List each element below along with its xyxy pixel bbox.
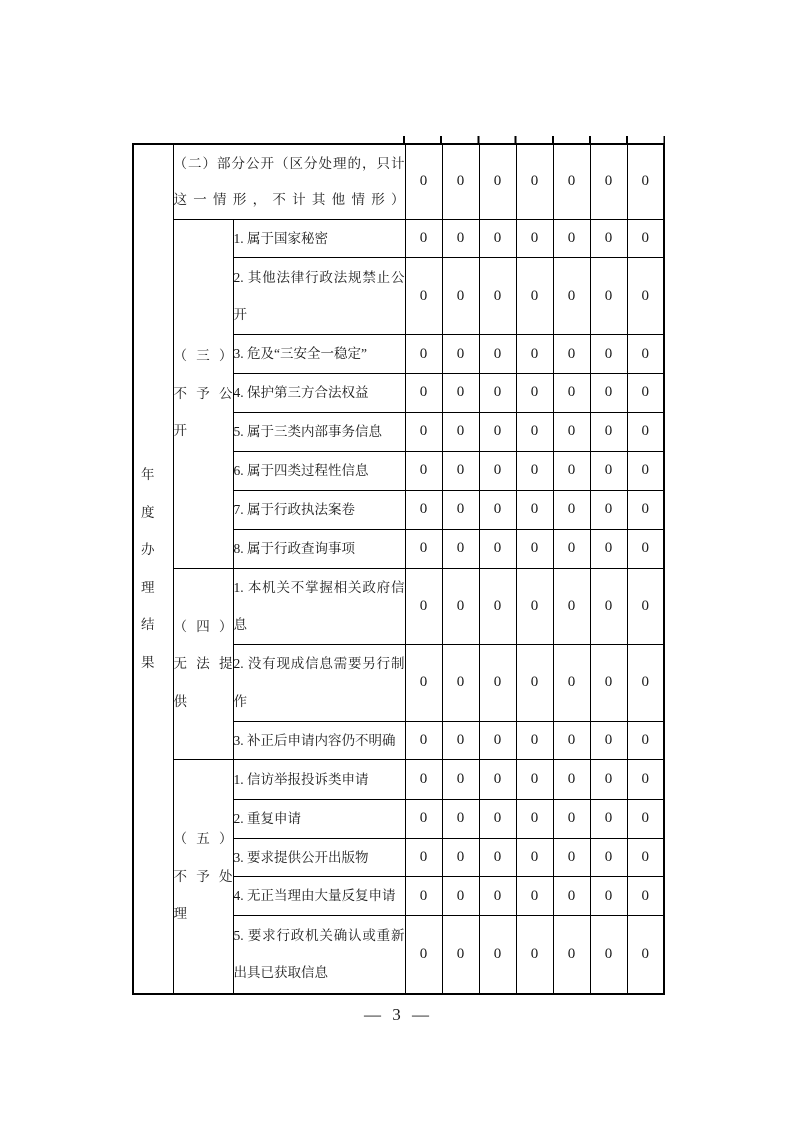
text-line: 3. 补正后申请内容仍不明确 [233, 732, 396, 748]
text-line: 3. 要求提供公开出版物 [233, 849, 369, 865]
value-cell: 0 [516, 219, 553, 258]
value-cell: 0 [553, 800, 590, 839]
value-cell: 0 [627, 258, 664, 335]
text-line: 5. 要求行政机关确认或重新 [233, 927, 405, 943]
value-cell: 0 [553, 490, 590, 529]
item-label [233, 644, 405, 721]
table-row [133, 568, 664, 644]
value-cell: 0 [516, 412, 553, 451]
value-cell: 0 [405, 916, 442, 994]
value-cell: 0 [516, 258, 553, 335]
row-header-annual-results [133, 144, 173, 994]
value-cell: 0 [479, 219, 516, 258]
value-cell: 0 [553, 412, 590, 451]
value-cell: 0 [553, 760, 590, 800]
value-cell: 0 [553, 644, 590, 721]
text-line: 8. 属于行政查询事项 [233, 540, 355, 556]
value-cell: 0 [479, 838, 516, 877]
value-cell: 0 [627, 916, 664, 994]
item-label [233, 412, 405, 451]
value-cell: 0 [442, 877, 479, 916]
value-cell: 0 [553, 877, 590, 916]
item-label [233, 529, 405, 568]
value-cell: 0 [405, 721, 442, 760]
value-cell: 0 [479, 568, 516, 644]
value-cell: 0 [516, 916, 553, 994]
text-line: 不予公 [173, 385, 233, 401]
value-cell: 0 [405, 412, 442, 451]
item-label [233, 721, 405, 760]
value-cell: 0 [479, 374, 516, 413]
value-cell: 0 [516, 451, 553, 490]
value-cell: 0 [627, 838, 664, 877]
text-line: 4. 保护第三方合法权益 [233, 385, 369, 400]
item-label [233, 219, 405, 258]
value-cell: 0 [405, 568, 442, 644]
value-cell: 0 [590, 335, 627, 374]
value-cell: 0 [516, 760, 553, 800]
value-cell: 0 [442, 721, 479, 760]
value-cell: 0 [627, 760, 664, 800]
text-line: 6. 属于四类过程性信息 [233, 462, 369, 478]
text-line: （四） [173, 618, 233, 634]
value-cell: 0 [590, 838, 627, 877]
category-label [173, 568, 233, 760]
value-cell: 0 [442, 335, 479, 374]
value-cell: 0 [627, 335, 664, 374]
text-line: （五） [173, 831, 233, 846]
value-cell: 0 [516, 335, 553, 374]
item-label [233, 838, 405, 877]
value-cell: 0 [516, 568, 553, 644]
page-number: — 3 — [364, 1005, 429, 1024]
value-cell: 0 [516, 838, 553, 877]
item-label [233, 374, 405, 413]
value-cell: 0 [627, 412, 664, 451]
text-line: 4. 无正当理由大量反复申请 [233, 888, 396, 904]
value-cell: 0 [627, 144, 664, 219]
value-cell: 0 [405, 877, 442, 916]
value-cell: 0 [442, 568, 479, 644]
value-cell: 0 [590, 760, 627, 800]
value-cell: 0 [627, 529, 664, 568]
value-cell: 0 [405, 451, 442, 490]
value-cell: 0 [405, 144, 442, 219]
text-line: （三） [173, 348, 233, 364]
category-label [173, 219, 233, 568]
item-label [233, 800, 405, 839]
value-cell: 0 [479, 490, 516, 529]
table-row [133, 760, 664, 800]
category-label [173, 760, 233, 994]
value-cell: 0 [553, 144, 590, 219]
value-cell: 0 [553, 219, 590, 258]
text-line: 2. 没有现成信息需要另行制 [233, 656, 405, 671]
value-cell: 0 [479, 760, 516, 800]
value-cell: 0 [479, 335, 516, 374]
table-row [133, 219, 664, 258]
text-line: 理 [173, 906, 187, 921]
value-cell: 0 [479, 644, 516, 721]
value-cell: 0 [590, 916, 627, 994]
category-partial-open [173, 144, 405, 219]
item-label [233, 760, 405, 800]
text-line: 2. 重复申请 [233, 811, 301, 826]
item-label [233, 916, 405, 994]
value-cell: 0 [516, 721, 553, 760]
table-row [133, 144, 664, 219]
value-cell: 0 [627, 800, 664, 839]
value-cell: 0 [590, 490, 627, 529]
text-line: 息 [233, 617, 247, 632]
value-cell: 0 [442, 916, 479, 994]
text-line: 无法提 [173, 656, 233, 671]
text-line: 1. 信访举报投诉类申请 [233, 771, 369, 787]
text-line: 开 [233, 307, 247, 322]
text-line: 供 [173, 693, 187, 709]
value-cell: 0 [553, 451, 590, 490]
text-line: 5. 属于三类内部事务信息 [233, 423, 382, 439]
text-line: 开 [173, 423, 187, 439]
value-cell: 0 [479, 800, 516, 839]
value-cell: 0 [553, 335, 590, 374]
value-cell: 0 [405, 644, 442, 721]
value-cell: 0 [627, 451, 664, 490]
value-cell: 0 [442, 258, 479, 335]
value-cell: 0 [405, 258, 442, 335]
annual-results-table [132, 143, 665, 995]
value-cell: 0 [590, 412, 627, 451]
value-cell: 0 [442, 529, 479, 568]
value-cell: 0 [405, 219, 442, 258]
value-cell: 0 [442, 490, 479, 529]
value-cell: 0 [479, 258, 516, 335]
value-cell: 0 [627, 877, 664, 916]
value-cell: 0 [627, 219, 664, 258]
value-cell: 0 [516, 877, 553, 916]
value-cell: 0 [553, 916, 590, 994]
value-cell: 0 [590, 529, 627, 568]
text-line: 作 [233, 693, 247, 709]
value-cell: 0 [405, 800, 442, 839]
value-cell: 0 [442, 760, 479, 800]
value-cell: 0 [405, 838, 442, 877]
value-cell: 0 [516, 644, 553, 721]
value-cell: 0 [553, 374, 590, 413]
text-line: 1. 属于国家秘密 [233, 230, 328, 246]
value-cell: 0 [627, 568, 664, 644]
value-cell: 0 [516, 144, 553, 219]
text-line: 3. 危及“三安全一稳定” [233, 346, 367, 362]
value-cell: 0 [627, 490, 664, 529]
value-cell: 0 [590, 721, 627, 760]
value-cell: 0 [442, 412, 479, 451]
value-cell: 0 [516, 529, 553, 568]
text-line: 2. 其他法律行政法规禁止公 [233, 269, 405, 285]
item-label [233, 258, 405, 335]
value-cell: 0 [590, 451, 627, 490]
value-cell: 0 [590, 877, 627, 916]
value-cell: 0 [442, 374, 479, 413]
value-cell: 0 [627, 721, 664, 760]
value-cell: 0 [479, 451, 516, 490]
text-line: 这一情形，不计其他情形） [173, 191, 405, 207]
value-cell: 0 [590, 644, 627, 721]
value-cell: 0 [442, 451, 479, 490]
value-cell: 0 [590, 568, 627, 644]
value-cell: 0 [442, 219, 479, 258]
value-cell: 0 [590, 144, 627, 219]
value-cell: 0 [479, 529, 516, 568]
value-cell: 0 [516, 490, 553, 529]
value-cell: 0 [405, 335, 442, 374]
value-cell: 0 [553, 258, 590, 335]
text-line: 出具已获取信息 [233, 965, 328, 981]
value-cell: 0 [553, 721, 590, 760]
value-cell: 0 [442, 644, 479, 721]
value-cell: 0 [442, 800, 479, 839]
text-line: 结果 [141, 617, 155, 670]
value-cell: 0 [553, 529, 590, 568]
value-cell: 0 [590, 374, 627, 413]
value-cell: 0 [479, 412, 516, 451]
value-cell: 0 [627, 374, 664, 413]
item-label [233, 451, 405, 490]
value-cell: 0 [479, 721, 516, 760]
text-line: 办理 [141, 542, 155, 595]
value-cell: 0 [405, 374, 442, 413]
item-label [233, 335, 405, 374]
value-cell: 0 [405, 490, 442, 529]
value-cell: 0 [405, 760, 442, 800]
value-cell: 0 [553, 838, 590, 877]
value-cell: 0 [590, 219, 627, 258]
item-label [233, 490, 405, 529]
value-cell: 0 [405, 529, 442, 568]
value-cell: 0 [590, 800, 627, 839]
item-label [233, 568, 405, 644]
value-cell: 0 [479, 916, 516, 994]
text-line: 年度 [141, 467, 155, 520]
value-cell: 0 [479, 144, 516, 219]
text-line: 7. 属于行政执法案卷 [233, 501, 355, 517]
value-cell: 0 [516, 374, 553, 413]
value-cell: 0 [590, 258, 627, 335]
value-cell: 0 [627, 644, 664, 721]
text-line: 1. 本机关不掌握相关政府信 [233, 579, 405, 595]
value-cell: 0 [442, 838, 479, 877]
value-cell: 0 [516, 800, 553, 839]
value-cell: 0 [553, 568, 590, 644]
text-line: （二）部分公开（区分处理的，只计 [173, 155, 405, 171]
value-cell: 0 [479, 877, 516, 916]
table-body [133, 144, 664, 994]
item-label [233, 877, 405, 916]
value-cell: 0 [442, 144, 479, 219]
text-line: 不予处 [173, 868, 233, 884]
